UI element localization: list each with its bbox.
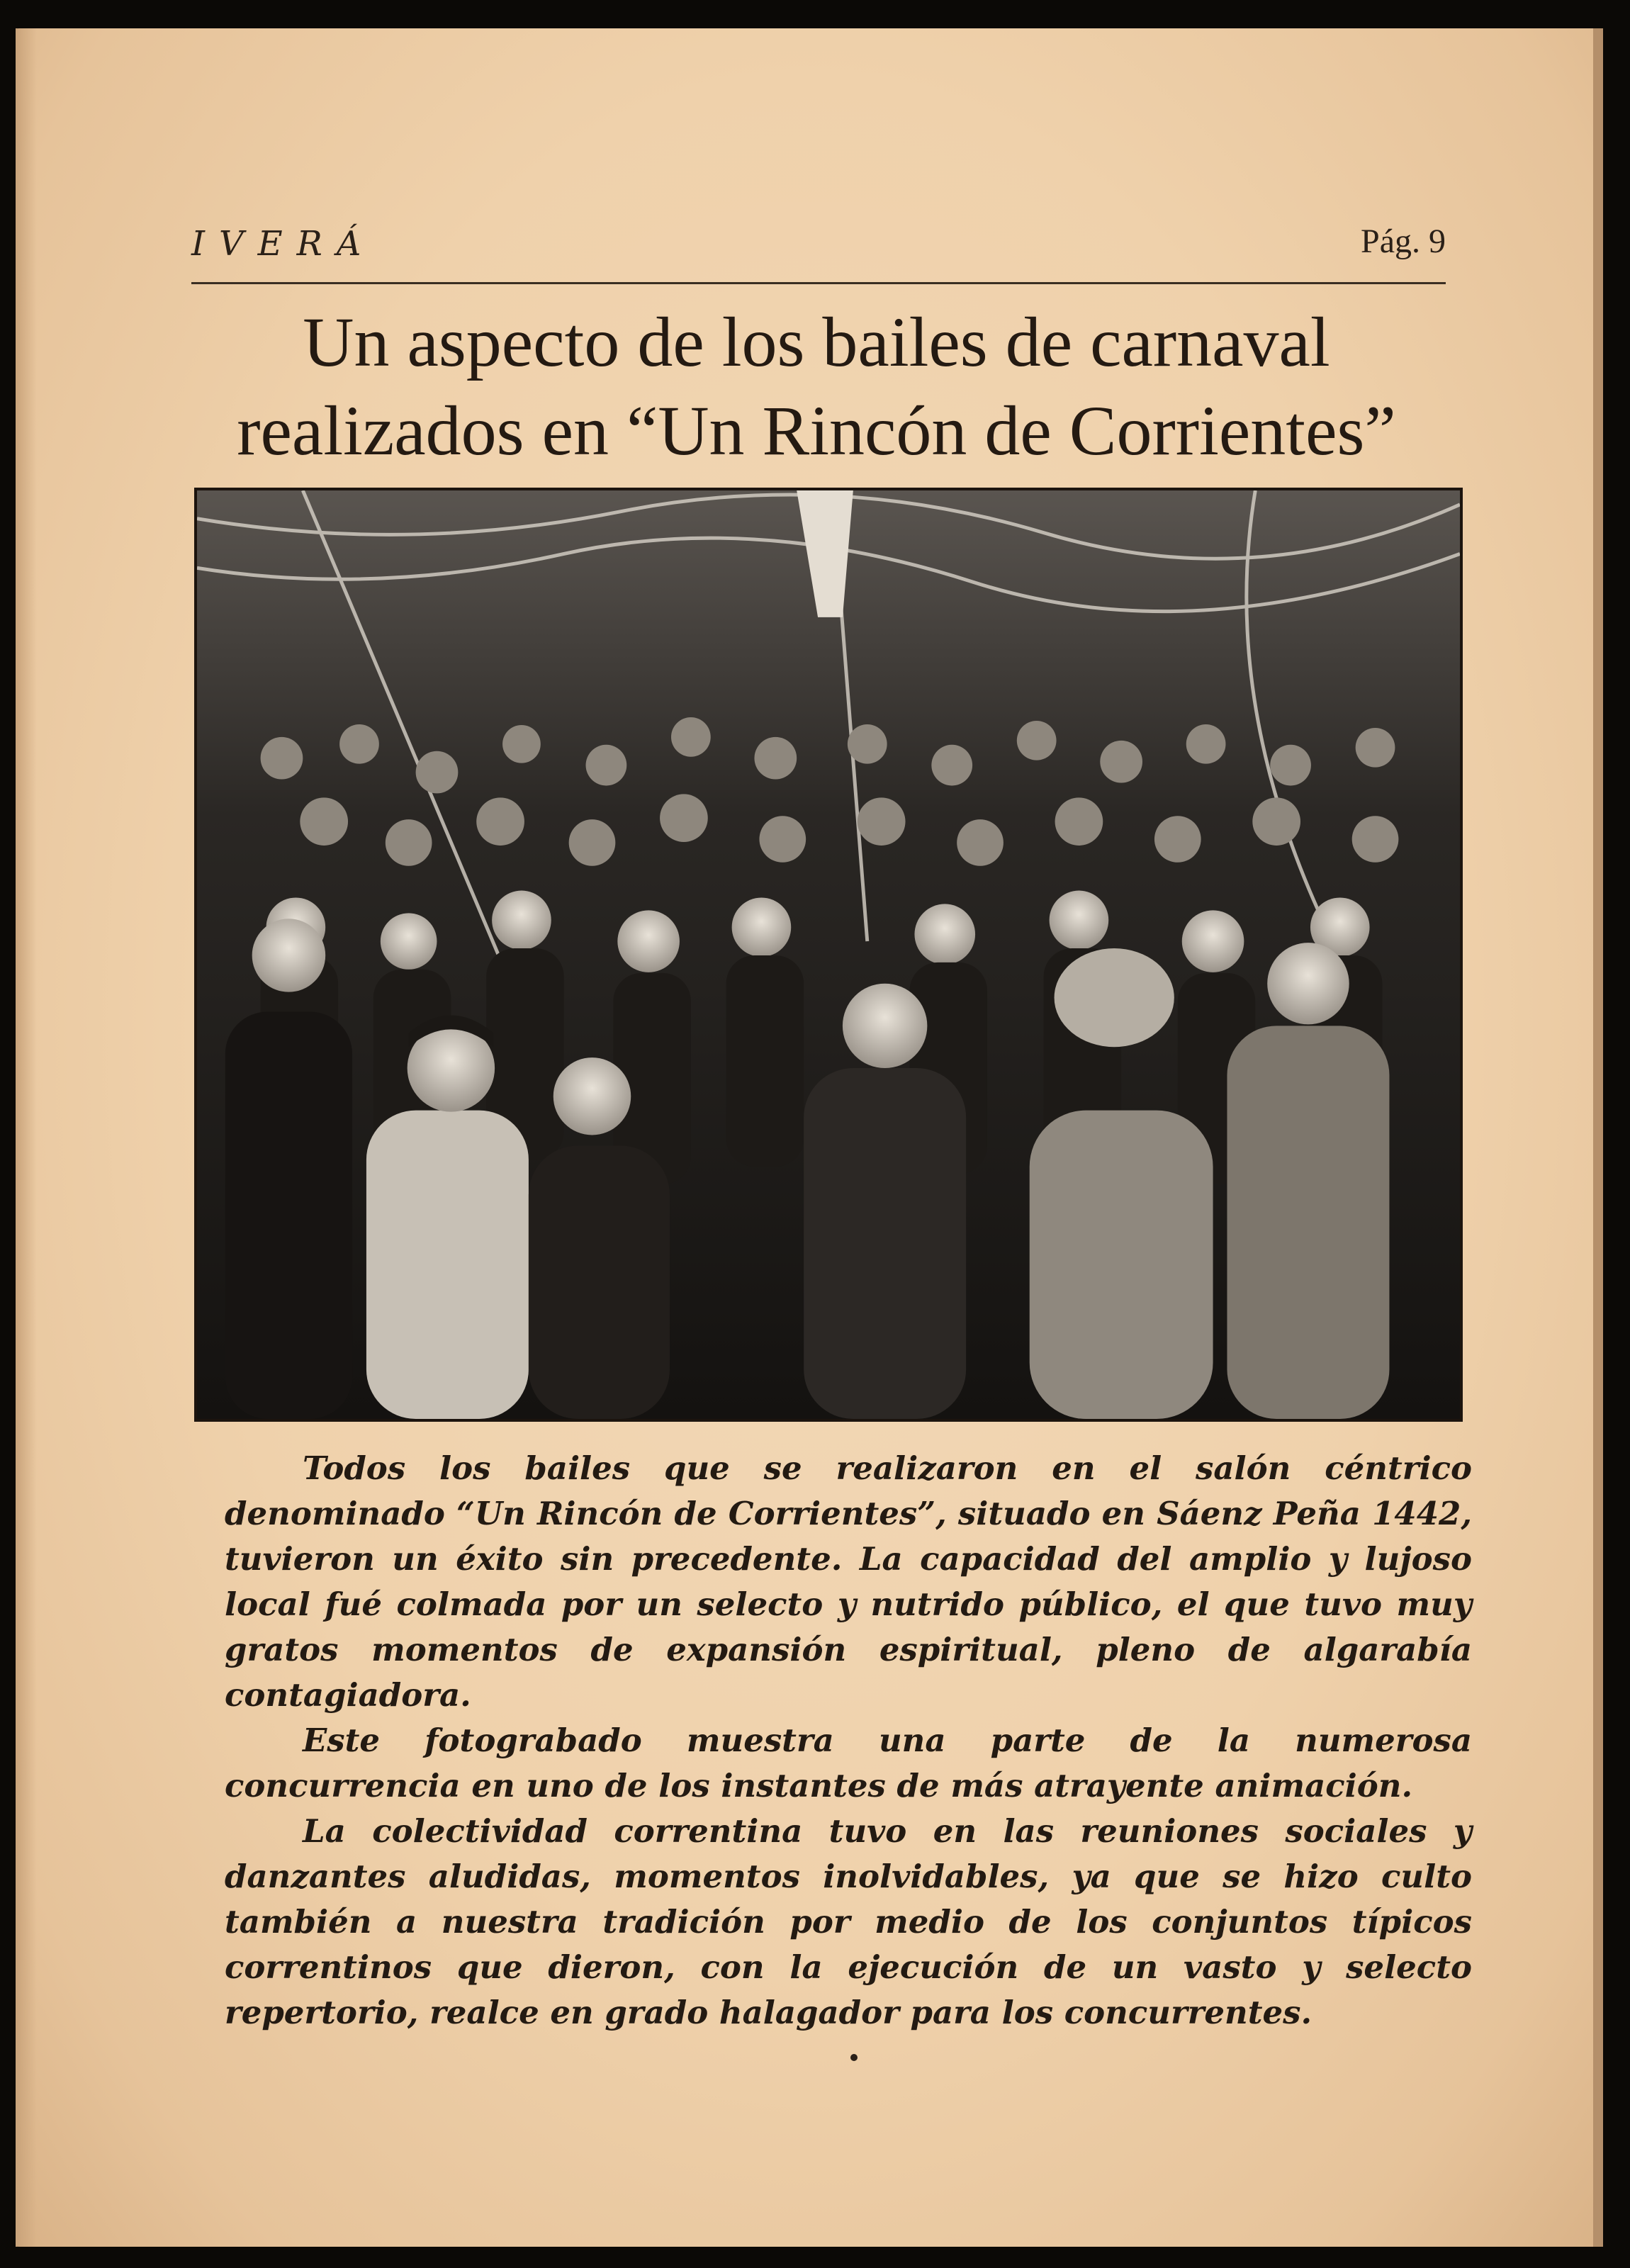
headline-line-2: realizados en “Un Rincón de Corrientes”	[237, 391, 1396, 470]
end-mark-dot	[850, 2054, 858, 2061]
crowd-photo-illustration	[197, 490, 1460, 1419]
page-header	[191, 218, 1446, 268]
article-body	[225, 1446, 1472, 2036]
page-spine-shadow	[16, 28, 37, 2247]
header-rule	[191, 282, 1446, 284]
page-number: Pág. 9	[1361, 223, 1446, 260]
carnival-dance-photo	[194, 488, 1463, 1422]
paragraph-2: Este fotograbado muestra una parte de la numerosa concurrencia en uno de los instantes de más atrayente animación.	[225, 1722, 1472, 1804]
magazine-page	[16, 28, 1603, 2247]
headline	[157, 298, 1476, 475]
masthead: IVERÁ	[191, 224, 376, 264]
headline-line-1: Un aspecto de los bailes de carnaval	[303, 303, 1330, 381]
page-edge	[1593, 28, 1603, 2247]
paragraph-3: La colectividad correntina tuvo en las reuniones sociales y danzantes aludidas, momentos inolvidables, ya que se hizo culto también a nuestra tradición por medio de los conjuntos típicos correntinos que dieron, con la ejecución de un vasto y selecto repertorio, realce en grado halagador para los concurrentes.	[225, 1812, 1472, 2031]
paragraph-1: Todos los bailes que se realizaron en el salón céntrico denominado “Un Rincón de Corrientes”, situado en Sáenz Peña 1442, tuvieron un éxito sin precedente. La capacidad del amplio y lujoso local fué colmada por un selecto y nutrido público, el que tuvo muy gratos momentos de expansión espiritual, pleno de algarabía contagiadora.	[225, 1449, 1472, 1714]
